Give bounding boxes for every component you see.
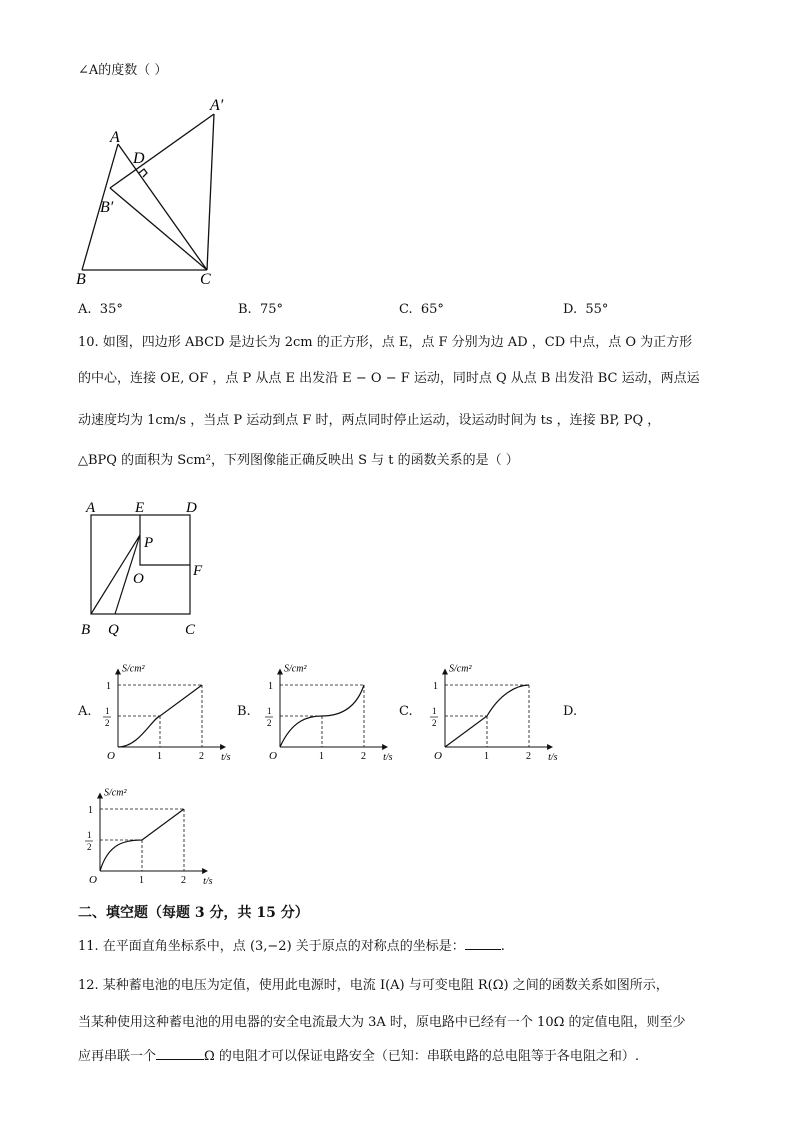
q10-graph-b xyxy=(258,663,398,763)
q12-line3: 应再串联一个 Ω 的电阻才可以保证电路安全（已知：串联电路的总电阻等于各电阻之和）. xyxy=(78,1049,640,1064)
tick-s1: 1 xyxy=(433,681,438,692)
q9-figure xyxy=(70,90,240,290)
x-axis-label: t/s xyxy=(383,752,393,763)
tick-1: 1 xyxy=(157,751,162,762)
tick-half-num: 1 xyxy=(87,830,92,840)
q10-line1: 10. 如图，四边形 ABCD 是边长为 2cm 的正方形，点 E，点 F 分别为边 AD ，CD 中点，点 O 为正方形 xyxy=(78,335,693,350)
q10-line2: 的中心，连接 OE, OF ，点 P 从点 E 出发沿 E − O − F 运动，同时点 Q 从点 B 出发沿 BC 运动，两点运 xyxy=(78,371,700,386)
y-axis-label: S/cm² xyxy=(449,663,472,675)
label-A: A xyxy=(110,129,120,146)
tick-s1: 1 xyxy=(106,681,111,692)
tick-half-den: 2 xyxy=(105,718,110,728)
label-E: E xyxy=(135,500,145,516)
tick-1: 1 xyxy=(484,751,489,762)
tick-1: 1 xyxy=(319,751,324,762)
q10-option-c-letter: C. xyxy=(399,704,413,719)
q10-option-d-letter: D. xyxy=(563,704,578,719)
x-axis-label: t/s xyxy=(203,876,213,887)
tick-2: 2 xyxy=(361,751,366,762)
q9-option-b: B. 75° xyxy=(238,302,283,317)
origin-label: O xyxy=(434,750,442,762)
tick-2: 2 xyxy=(526,751,531,762)
q10-square-figure xyxy=(78,495,218,640)
tick-1: 1 xyxy=(139,875,144,886)
q12-line2: 当某种使用这种蓄电池的用电器的安全电流最大为 3A 时，原电路中已经有一个 10Ω 的定值电阻，则至少 xyxy=(78,1015,686,1030)
seg-A2C xyxy=(207,114,214,270)
section-title: 二、填空题（每题 3 分，共 15 分） xyxy=(78,905,309,921)
tick-half-den: 2 xyxy=(432,718,437,728)
origin-label: O xyxy=(107,750,115,762)
q9-option-d: D. 55° xyxy=(563,302,609,317)
label-P: P xyxy=(144,535,154,551)
label-C: C xyxy=(200,271,211,288)
q11-answer-blank[interactable] xyxy=(465,937,501,950)
tick-half-num: 1 xyxy=(267,706,272,716)
label-D: D xyxy=(186,500,197,516)
seg-AC xyxy=(118,144,207,270)
q10-graph-a xyxy=(96,663,236,763)
q12-answer-blank[interactable] xyxy=(156,1047,204,1060)
tick-2: 2 xyxy=(181,875,186,886)
tick-half-den: 2 xyxy=(267,718,272,728)
label-A-prime: A′ xyxy=(210,97,224,114)
x-axis-label: t/s xyxy=(221,752,231,763)
tick-half-num: 1 xyxy=(432,706,437,716)
label-C: C xyxy=(185,622,196,638)
q9-option-a: A. 35° xyxy=(78,302,123,317)
label-B: B xyxy=(81,622,91,638)
label-A: A xyxy=(86,500,96,516)
x-axis-label: t/s xyxy=(548,752,558,763)
y-axis-label: S/cm² xyxy=(284,663,307,675)
label-B: B xyxy=(76,271,86,288)
q9-option-c: C. 65° xyxy=(399,302,444,317)
q9-stem-tail: ∠A的度数（ ） xyxy=(78,63,168,78)
label-B-prime: B′ xyxy=(100,199,114,216)
tick-s1: 1 xyxy=(268,681,273,692)
q10-line3: 动速度均为 1cm/s ，当点 P 运动到点 F 时，两点同时停止运动，设运动时间为 ts ，连接 BP, PQ ， xyxy=(78,413,661,428)
y-axis-label: S/cm² xyxy=(104,787,127,799)
q10-option-b-letter: B. xyxy=(237,704,251,719)
label-O: O xyxy=(133,571,144,587)
label-Q: Q xyxy=(108,622,119,638)
tick-half-num: 1 xyxy=(105,706,110,716)
origin-label: O xyxy=(269,750,277,762)
q10-option-a-letter: A. xyxy=(78,704,92,719)
label-F: F xyxy=(193,563,203,579)
tick-2: 2 xyxy=(199,751,204,762)
seg-A2B2 xyxy=(110,114,214,188)
origin-label: O xyxy=(89,874,97,886)
q10-line4: △BPQ 的面积为 Scm²，下列图像能正确反映出 S 与 t 的函数关系的是（ ） xyxy=(78,453,519,468)
label-D: D xyxy=(133,150,145,167)
q10-graph-c xyxy=(423,663,563,763)
q11-text: 11. 在平面直角坐标系中，点 (3,−2) 关于原点的对称点的坐标是： . xyxy=(78,939,505,954)
tick-half-den: 2 xyxy=(87,842,92,852)
tick-s1: 1 xyxy=(88,805,93,816)
q12-line1: 12. 某种蓄电池的电压为定值，使用此电源时，电流 I(A) 与可变电阻 R(Ω) 之间的函数关系如图所示， xyxy=(78,978,669,993)
q10-graph-d xyxy=(78,787,218,887)
y-axis-label: S/cm² xyxy=(122,663,145,675)
